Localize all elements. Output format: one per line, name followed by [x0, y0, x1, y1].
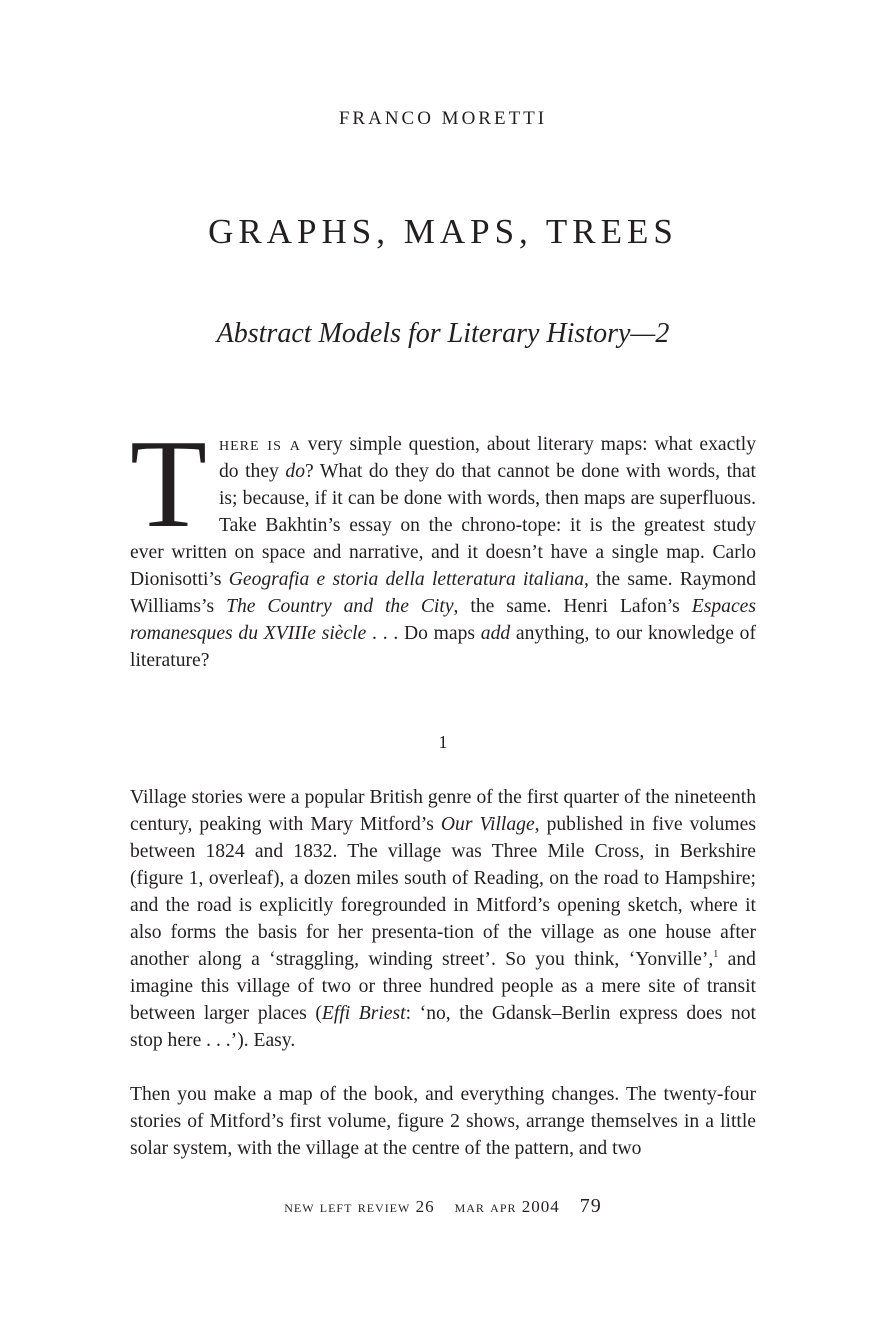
intro-text-6: anything, to our knowledge of literature? [130, 623, 756, 671]
para2-text-3: and imagine this village of two or three hundred people as a mere site of transit between larger places ( [130, 949, 756, 1024]
intro-em-5: add [480, 623, 511, 644]
author-name: FRANCO MORETTI [338, 108, 548, 129]
article-title: GRAPHS, MAPS, TREES [208, 212, 678, 251]
page-number: 79 [579, 1195, 602, 1217]
para2-text-2: , published in five volumes between 1824 and 1832. The village was Three Mile Cross, in Berkshire (figure 1, overleaf), a dozen miles south of Reading, on the road to Hampshire; and the road is explicitly foregrounded in Mitford’s opening sketch, where it also forms the basis for her presenta-tion of the village as one house after another along a ‘straggling, winding street’. So you think, ‘Yonville’, [130, 814, 756, 970]
intro-text-1: very simple question, about literary maps: what exactly do they [218, 434, 756, 482]
drop-cap: T [130, 415, 207, 554]
intro-em-3: The Country and the City [226, 596, 454, 617]
intro-em-1: do [285, 461, 305, 482]
intro-text-3: , the same. Raymond Williams’s [130, 569, 757, 617]
intro-text-5: . . . Do maps [366, 623, 481, 644]
lead-smallcaps: here is a [218, 434, 301, 455]
page-footer [0, 1195, 886, 1218]
body-paragraph-1 [130, 784, 756, 1054]
intro-em-4: Espaces romanesques du XVIIIe siècle [130, 596, 756, 644]
intro-em-2: Geografia e storia della letteratura italiana [228, 569, 585, 590]
article-subtitle: Abstract Models for Literary History—2 [216, 318, 670, 349]
intro-text-4: , the same. Henri Lafon’s [453, 596, 692, 617]
intro-text-2: ? What do they do that cannot be done with words, that is; because, if it can be done with words, then maps are superfluous. Take Bakhtin’s essay on the chrono-tope: it is the greatest study ever written on space and narrative, and it doesn’t have a single map. Carlo Dionisotti’s [130, 461, 756, 590]
section-number: 1 [438, 732, 448, 752]
para2-em-3: Effi Briest [321, 1003, 406, 1024]
para2-em-1: Our Village [440, 814, 535, 835]
intro-paragraph [130, 415, 757, 674]
body-paragraph-2 [130, 1081, 756, 1162]
issue-date: mar apr 2004 [454, 1197, 560, 1216]
para3-text: Then you make a map of the book, and everything changes. The twenty-four stories of Mitford’s first volume, figure 2 shows, arrange themselves in a little solar system, with the village at the centre of the pattern, and two [130, 1084, 756, 1159]
para2-text-4: : ‘no, the Gdansk–Berlin express does not stop here . . .’). Easy. [130, 1003, 756, 1051]
para2-text-1: Village stories were a popular British genre of the first quarter of the nineteenth century, peaking with Mary Mitford’s [130, 787, 756, 835]
journal-name: new left review 26 [284, 1197, 435, 1216]
footnote-marker[interactable]: 1 [713, 949, 719, 960]
